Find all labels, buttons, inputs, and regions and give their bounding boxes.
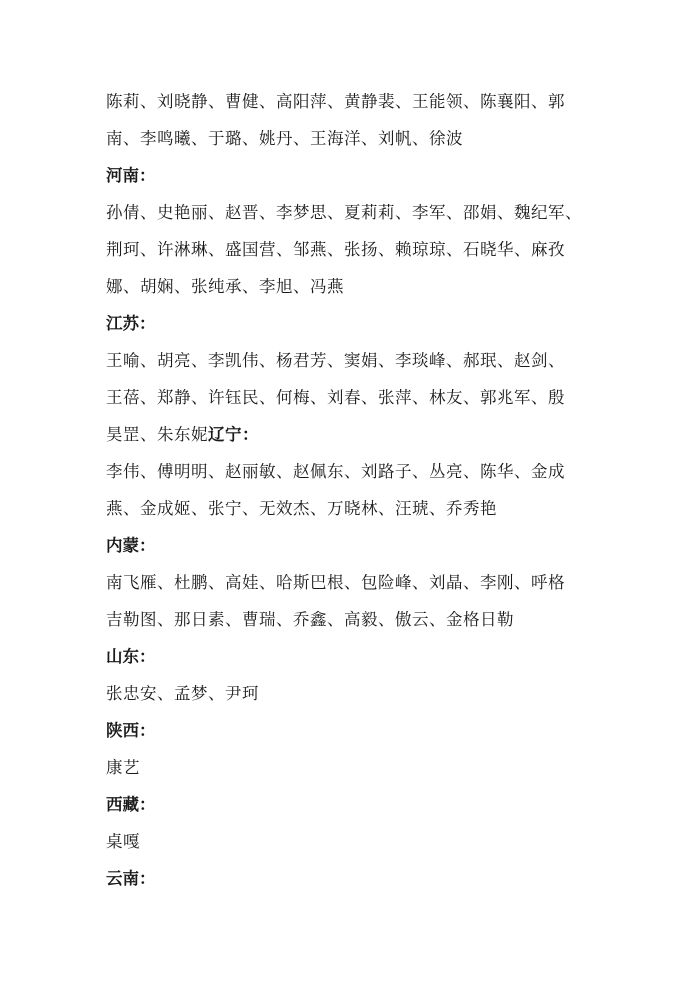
name-list-line: 荆珂、许淋琳、盛国营、邹燕、张扬、赖琼琼、石晓华、麻孜	[106, 240, 565, 259]
name-list-line: 南、李鸣曦、于璐、姚丹、王海洋、刘帆、徐波	[106, 129, 463, 148]
province-heading-xizang: 西藏：	[106, 795, 156, 814]
name-list-line: 王喻、胡亮、李凯伟、杨君芳、窦娟、李琰峰、郝珉、赵剑、	[106, 351, 565, 370]
name-list-line: 张忠安、孟梦、尹珂	[106, 684, 259, 703]
name-list-text: 昊罡、朱东妮	[106, 425, 208, 444]
province-heading-shandong: 山东：	[106, 647, 156, 666]
name-list-line: 燕、金成姬、张宁、无效杰、万晓林、汪琥、乔秀艳	[106, 499, 497, 518]
name-list-line: 孙倩、史艳丽、赵晋、李梦思、夏莉莉、李军、邵娟、魏纪军、	[106, 203, 582, 222]
province-heading-yunnan: 云南：	[106, 869, 156, 888]
name-list-line-mixed	[106, 416, 596, 453]
province-heading-liaoning: 辽宁：	[208, 425, 259, 444]
name-list-line: 李伟、傅明明、赵丽敏、赵佩东、刘路子、丛亮、陈华、金成	[106, 462, 565, 481]
name-list-line: 桌嘎	[106, 832, 140, 851]
name-list-line: 吉勒图、那日素、曹瑞、乔鑫、高毅、傲云、金格日勒	[106, 610, 514, 629]
name-list-line: 王蓓、郑静、许钰民、何梅、刘春、张萍、林友、郭兆军、殷	[106, 388, 565, 407]
name-list-line: 娜、胡娴、张纯承、李旭、冯燕	[106, 277, 344, 296]
province-heading-jiangsu: 江苏：	[106, 314, 156, 333]
document-page	[106, 83, 596, 897]
province-heading-neimeng: 内蒙：	[106, 536, 156, 555]
name-list-line: 康艺	[106, 758, 140, 777]
name-list-line: 陈莉、刘晓静、曹健、高阳萍、黄静裴、王能领、陈襄阳、郭	[106, 92, 565, 111]
province-heading-henan: 河南：	[106, 166, 156, 185]
province-heading-shaanxi: 陕西：	[106, 721, 156, 740]
name-list-line: 南飞雁、杜鹏、高娃、哈斯巴根、包险峰、刘晶、李刚、呼格	[106, 573, 565, 592]
